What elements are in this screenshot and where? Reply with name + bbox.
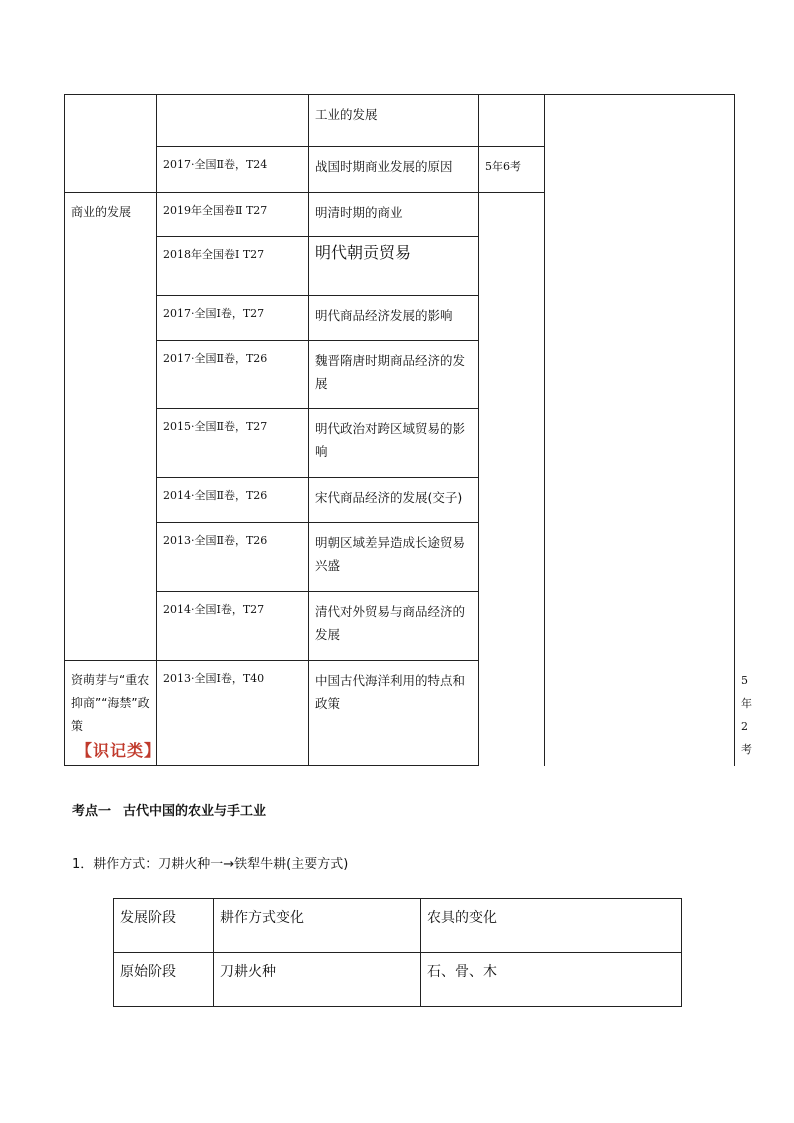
table-row: 资萌芽与“重农抑商”“海禁”政策 2013·全国Ⅰ卷，T40 中国古代海洋利用的特点和政策 5年2考	[65, 661, 735, 766]
topic-cell: 清代对外贸易与商品经济的发展	[309, 592, 479, 661]
frequency-cell	[479, 95, 545, 147]
header-cell: 农具的变化	[421, 899, 682, 953]
exam-cell: 2017·全国Ⅰ卷，T27	[157, 296, 309, 341]
topic-cell: 宋代商品经济的发展(交子)	[309, 478, 479, 523]
exam-cell: 2014·全国Ⅱ卷，T26	[157, 478, 309, 523]
exam-cell: 2017·全国Ⅱ卷，T24	[157, 147, 309, 193]
table-cell: 原始阶段	[114, 953, 214, 1007]
frequency-cell-merged	[479, 193, 545, 766]
table-header-row	[114, 899, 682, 953]
table-cell: 刀耕火种	[214, 953, 421, 1007]
table-row	[114, 953, 682, 1007]
table-row	[65, 95, 735, 147]
topic-cell: 明清时期的商业	[309, 193, 479, 237]
topic-cell: 明代政治对跨区域贸易的影响	[309, 409, 479, 478]
topic-cell: 战国时期商业发展的原因	[309, 147, 479, 193]
notes-cell-merged	[545, 193, 735, 766]
frequency-cell: 5年6考	[479, 147, 545, 193]
header-cell: 耕作方式变化	[214, 899, 421, 953]
section-cell-empty	[65, 147, 157, 193]
topic-cell: 明代商品经济发展的影响	[309, 296, 479, 341]
exam-cell	[157, 95, 309, 147]
section-cell-commerce: 商业的发展	[65, 193, 157, 661]
exam-topics-table	[64, 94, 752, 766]
exam-cell: 2013·全国Ⅰ卷，T40	[157, 661, 309, 766]
exam-cell: 2019年全国卷Ⅱ T27	[157, 193, 309, 237]
point-number: 考点一	[72, 804, 112, 819]
exam-cell: 2014·全国Ⅰ卷，T27	[157, 592, 309, 661]
header-cell: 发展阶段	[114, 899, 214, 953]
exam-cell: 2018年全国卷Ⅰ T27	[157, 237, 309, 296]
topic-cell: 明朝区域差异造成长途贸易兴盛	[309, 523, 479, 592]
farming-method-line: 1．耕作方式：刀耕火种一→铁犁牛耕(主要方式)	[72, 857, 349, 872]
topic-cell: 魏晋隋唐时期商品经济的发展	[309, 341, 479, 409]
notes-cell	[545, 95, 735, 193]
table-cell: 石、骨、木	[421, 953, 682, 1007]
section-cell-capitalism: 资萌芽与“重农抑商”“海禁”政策	[65, 661, 157, 766]
exam-cell: 2015·全国Ⅱ卷，T27	[157, 409, 309, 478]
exam-cell: 2017·全国Ⅱ卷，T26	[157, 341, 309, 409]
point-heading	[72, 800, 278, 819]
topic-cell: 明代朝贡贸易	[309, 237, 479, 296]
section-title: 【识记类】	[76, 741, 162, 760]
topic-cell: 工业的发展	[309, 95, 479, 147]
section-cell-empty	[65, 95, 157, 147]
exam-cell: 2013·全国Ⅱ卷，T26	[157, 523, 309, 592]
table-row	[65, 193, 735, 237]
topic-cell: 中国古代海洋利用的特点和政策	[309, 661, 479, 766]
point-title: 古代中国的农业与手工业	[123, 804, 267, 819]
farming-stage-table	[113, 898, 682, 1007]
